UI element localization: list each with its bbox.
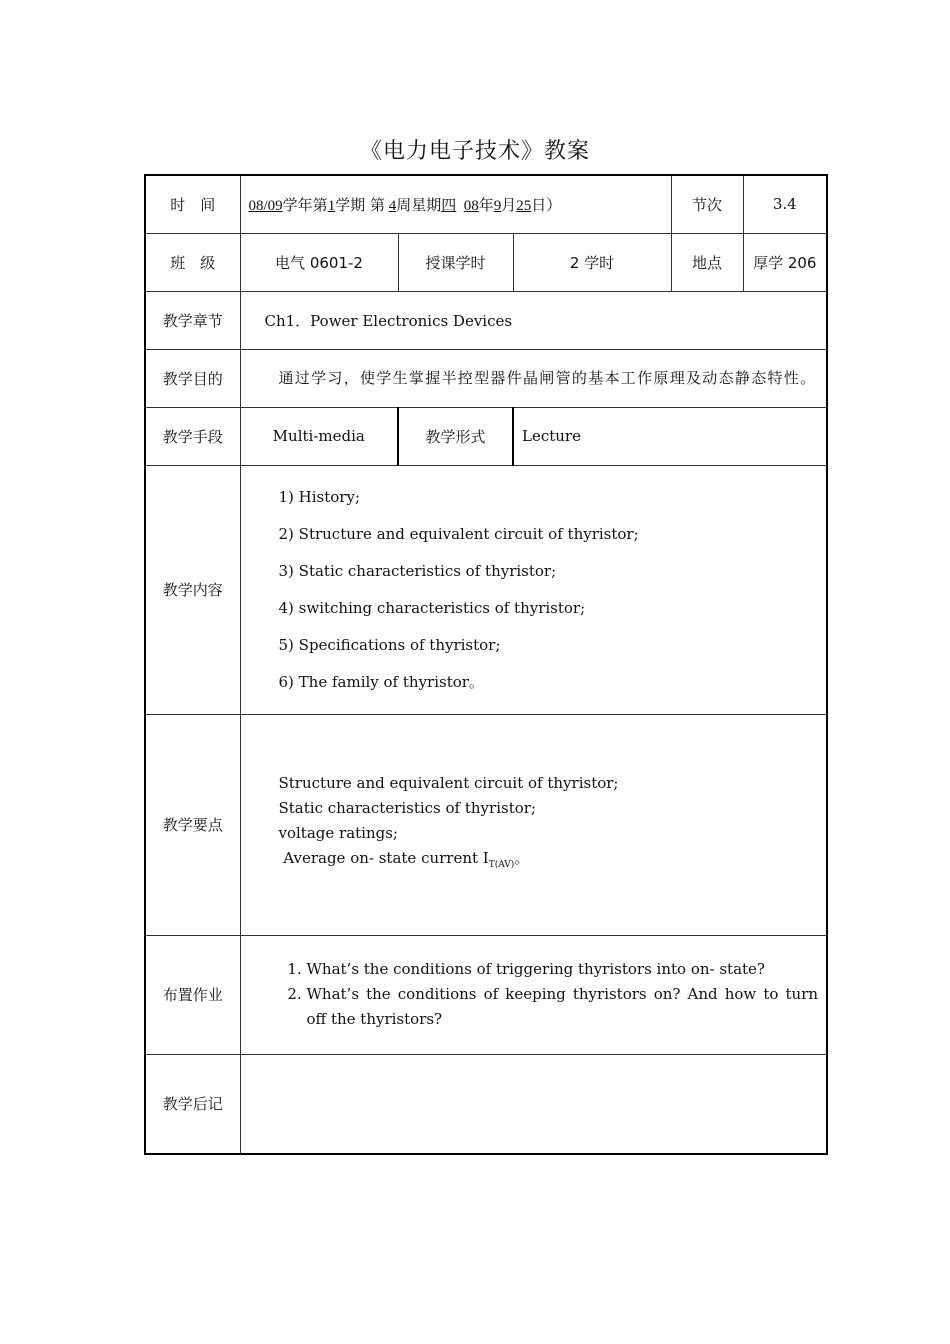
list-item: 1. What’s the conditions of triggering thyristors into on- state?	[307, 957, 819, 982]
hours-label: 授课学时	[398, 233, 513, 291]
time-label: 时 间	[145, 175, 240, 233]
chapter-label: 教学章节	[145, 291, 240, 349]
homework-label: 布置作业	[145, 935, 240, 1054]
list-item: 4) switching characteristics of thyristor;	[278, 598, 586, 617]
lesson-plan-table	[144, 174, 828, 1155]
time-text-4: 年	[478, 195, 494, 214]
class-value: 电气 0601-2	[240, 233, 398, 291]
page-title: 《电力电子技术》教案	[359, 139, 590, 164]
date-year: 08	[463, 197, 479, 214]
current-text: Average on- state current I	[278, 849, 489, 867]
period-value: 3.4	[743, 175, 827, 233]
week: 4	[388, 197, 397, 214]
list-item: 2) Structure and equivalent circuit of thyristor;	[278, 524, 639, 543]
key-points-list	[249, 771, 819, 878]
class-label: 班 级	[145, 233, 240, 291]
homework-list	[249, 957, 819, 1032]
key-points-cell	[240, 714, 827, 935]
method-value: Multi-media	[240, 407, 398, 465]
list-item: Static characteristics of thyristor;	[278, 799, 536, 817]
form-value: Lecture	[513, 407, 827, 465]
purpose-value: 通过学习，使学生掌握半控型器件晶闸管的基本工作原理及动态静态特性。	[278, 368, 817, 387]
key-points-row	[145, 714, 827, 935]
list-item: 2. What’s the conditions of keeping thyristors on? And how to turn off the thyristors?	[307, 982, 819, 1032]
date-month: 9	[493, 197, 502, 214]
chapter-row	[145, 291, 827, 349]
key-points-label: 教学要点	[145, 714, 240, 935]
content-cell	[240, 465, 827, 714]
list-item: 5) Specifications of thyristor;	[278, 635, 501, 654]
semester: 1	[327, 197, 336, 214]
time-row	[145, 175, 827, 233]
location-label: 地点	[671, 233, 743, 291]
weekday: 四	[441, 195, 457, 214]
content-list	[249, 479, 819, 701]
homework-row	[145, 935, 827, 1054]
purpose-row	[145, 349, 827, 407]
class-row	[145, 233, 827, 291]
period-label: 节次	[671, 175, 743, 233]
content-row	[145, 465, 827, 714]
form-label: 教学形式	[398, 407, 513, 465]
method-row	[145, 407, 827, 465]
time-value	[240, 175, 671, 233]
school-year: 08/09	[248, 197, 283, 214]
content-label: 教学内容	[145, 465, 240, 714]
time-text-5: 月	[501, 195, 517, 214]
time-text-3: 周星期	[396, 195, 442, 214]
purpose-cell	[240, 349, 827, 407]
list-item: voltage ratings;	[278, 824, 398, 842]
postscript-row	[145, 1054, 827, 1154]
postscript-value	[240, 1054, 827, 1154]
purpose-label: 教学目的	[145, 349, 240, 407]
postscript-label: 教学后记	[145, 1054, 240, 1154]
date-day: 25	[516, 197, 532, 214]
list-item: 1) History;	[278, 487, 360, 506]
current-suffix: 。	[514, 849, 530, 867]
method-label: 教学手段	[145, 407, 240, 465]
time-text-6: 日）	[531, 195, 562, 214]
list-item	[279, 846, 819, 878]
chapter-value: Ch1．Power Electronics Devices	[240, 291, 827, 349]
list-item: 3) Static characteristics of thyristor;	[278, 561, 557, 580]
homework-cell	[240, 935, 827, 1054]
list-item: 6) The family of thyristor。	[278, 672, 484, 691]
time-text-2: 学期 第	[335, 195, 385, 214]
location-value: 厚学 206	[743, 233, 827, 291]
list-item: Structure and equivalent circuit of thyristor;	[278, 774, 619, 792]
current-subscript: T(AV)	[488, 860, 515, 870]
time-text-1: 学年第	[282, 195, 328, 214]
hours-value: 2 学时	[513, 233, 671, 291]
